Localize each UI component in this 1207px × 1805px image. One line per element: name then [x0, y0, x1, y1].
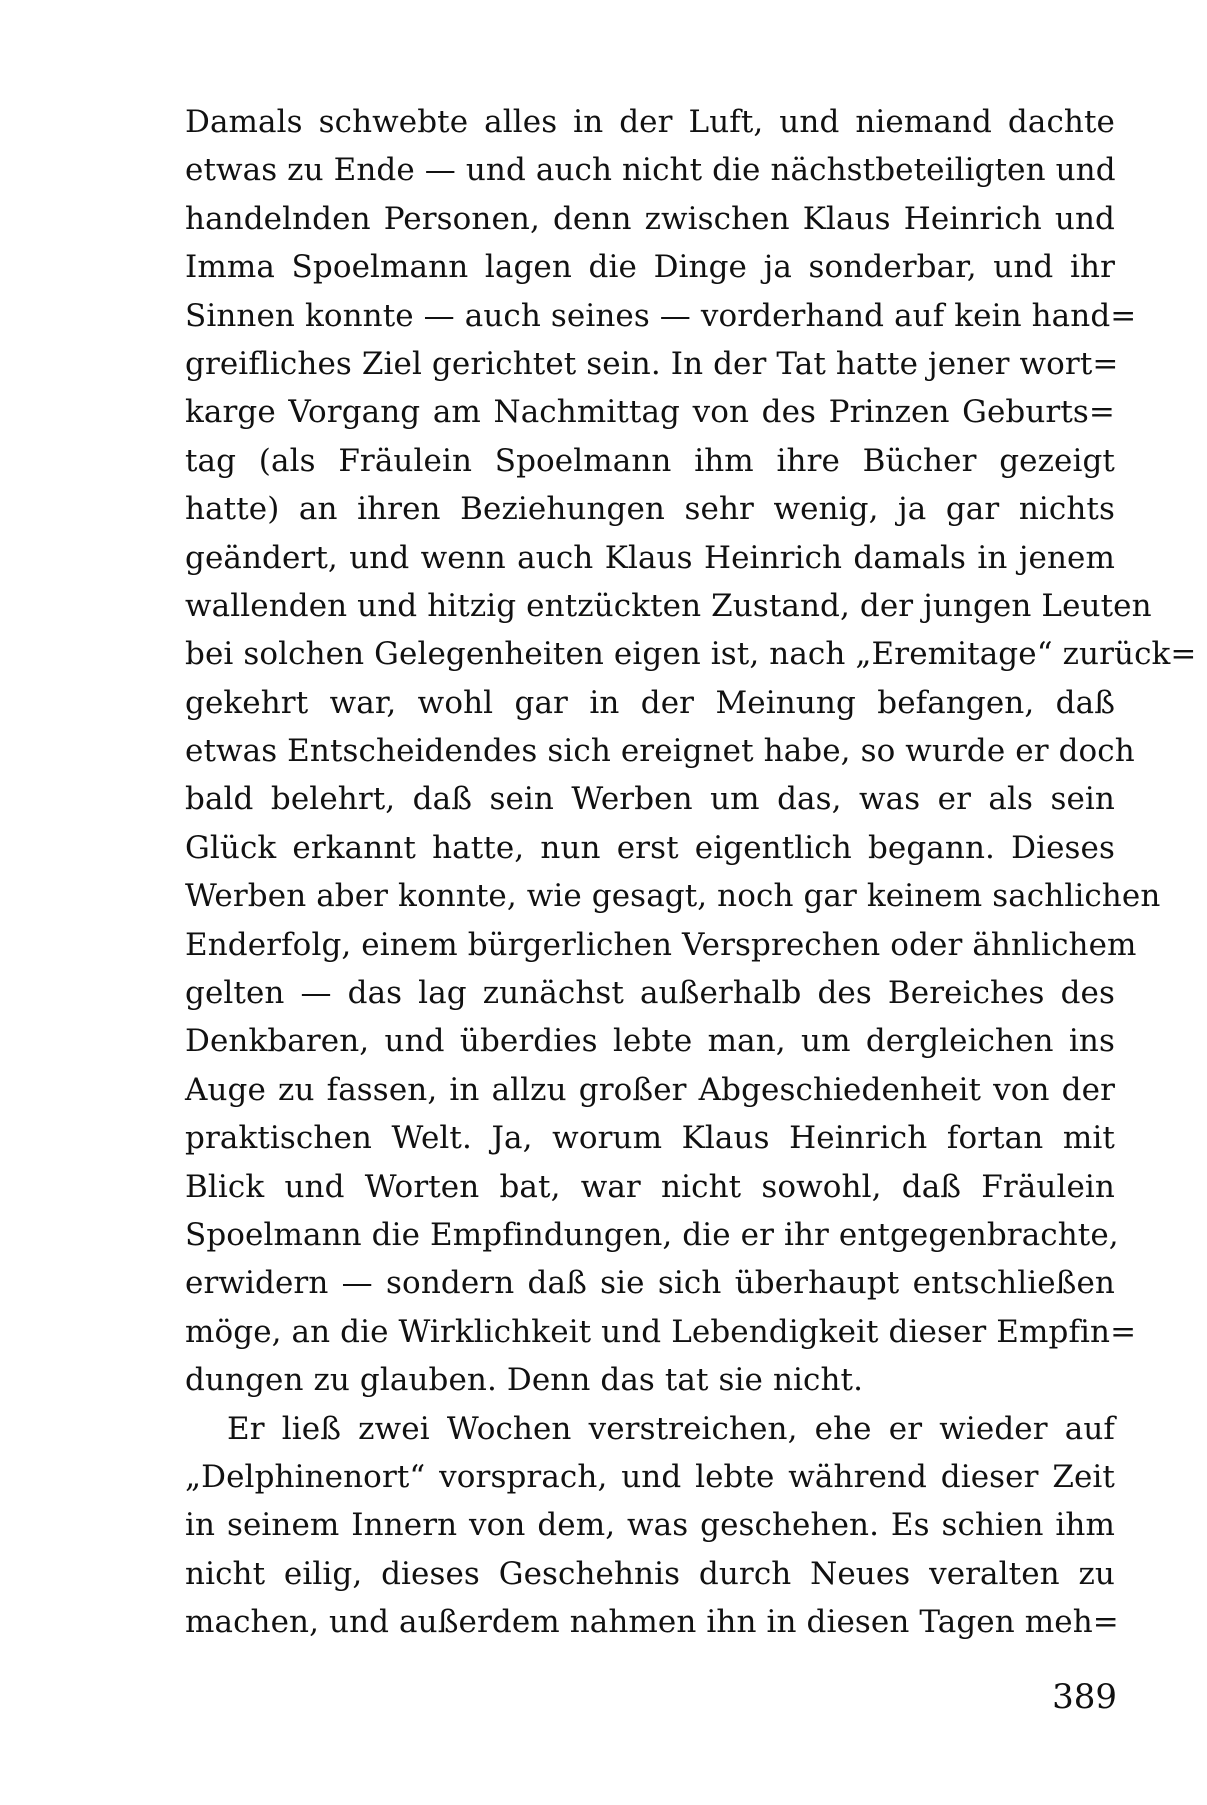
text-line: Er ließ zwei Wochen verstreichen, ehe er wieder auf	[227, 1410, 1115, 1447]
text-line: Blick und Worten bat, war nicht sowohl, daß Fräulein	[185, 1168, 1115, 1205]
text-line: praktischen Welt. Ja, worum Klaus Heinrich fortan mit	[185, 1120, 1115, 1157]
text-line: Glück erkannt hatte, nun erst eigentlich begann. Dieses	[185, 829, 1115, 866]
text-line: handelnden Personen, denn zwischen Klaus Heinrich und	[185, 200, 1115, 237]
text-line: erwidern — sondern daß sie sich überhaupt entschließen	[185, 1265, 1115, 1302]
text-line: in seinem Innern von dem, was geschehen. Es schien ihm	[185, 1507, 1115, 1544]
text-line: gelten — das lag zunächst außerhalb des Bereiches des	[185, 975, 1115, 1012]
text-line: Damals schwebte alles in der Luft, und niemand dachte	[185, 104, 1115, 140]
text-line: greifliches Ziel gerichtet sein. In der Tat hatte jener wort=	[185, 345, 1119, 382]
text-line: machen, und außerdem nahmen ihn in diesen Tagen meh=	[185, 1604, 1119, 1641]
text-line: Werben aber konnte, wie gesagt, noch gar keinem sachlichen	[185, 878, 1161, 915]
text-line: Spoelmann die Empfindungen, die er ihr entgegenbrachte,	[185, 1216, 1119, 1253]
text-line: Enderfolg, einem bürgerlichen Versprechen oder ähnlichem	[185, 926, 1137, 963]
text-line: wallenden und hitzig entzückten Zustand, der jungen Leuten	[185, 587, 1152, 624]
text-line: etwas zu Ende — und auch nicht die nächstbeteiligten und	[185, 152, 1116, 189]
text-line: Imma Spoelmann lagen die Dinge ja sonderbar, und ihr	[185, 249, 1115, 286]
text-line: hatte) an ihren Beziehungen sehr wenig, ja gar nichts	[185, 491, 1115, 528]
text-line: dungen zu glauben. Denn das tat sie nicht.	[185, 1362, 864, 1399]
text-line: bei solchen Gelegenheiten eigen ist, nach „Eremitage“ zurück=	[185, 636, 1197, 673]
text-line: etwas Entscheidendes sich ereignet habe, so wurde er doch	[185, 733, 1135, 770]
text-line: Auge zu fassen, in allzu großer Abgeschiedenheit von der	[185, 1071, 1115, 1108]
text-line: tag (als Fräulein Spoelmann ihm ihre Bücher gezeigt	[185, 442, 1115, 479]
text-line: gekehrt war, wohl gar in der Meinung befangen, daß	[185, 684, 1115, 721]
text-line: Sinnen konnte — auch seines — vorderhand auf kein hand=	[185, 297, 1137, 334]
body-text	[185, 98, 1197, 1647]
page-number: 389	[1052, 1677, 1117, 1717]
text-line: bald belehrt, daß sein Werben um das, was er als sein	[185, 781, 1115, 818]
text-line: „Delphinenort“ vorsprach, und lebte während dieser Zeit	[185, 1458, 1115, 1495]
text-line: geändert, und wenn auch Klaus Heinrich damals in jenem	[185, 539, 1115, 576]
text-line: möge, an die Wirklichkeit und Lebendigkeit dieser Empfin=	[185, 1313, 1137, 1350]
text-line: nicht eilig, dieses Geschehnis durch Neues veralten zu	[185, 1555, 1115, 1592]
text-line: Denkbaren, und überdies lebte man, um dergleichen ins	[185, 1023, 1115, 1060]
text-line: karge Vorgang am Nachmittag von des Prinzen Geburts=	[185, 394, 1115, 431]
